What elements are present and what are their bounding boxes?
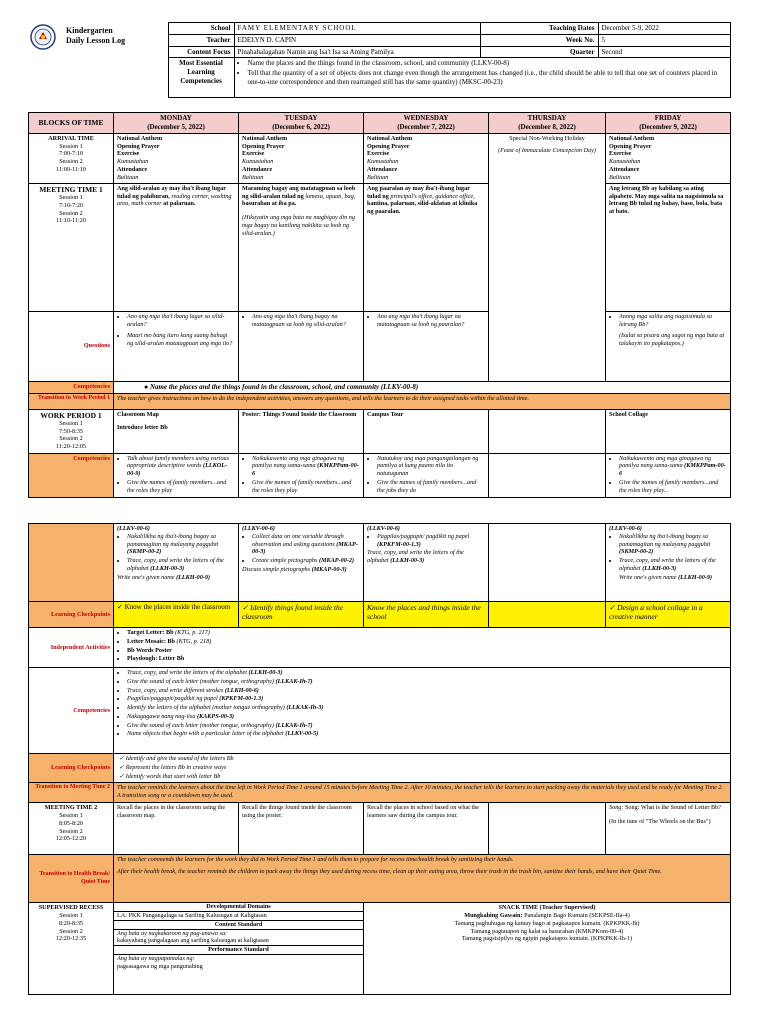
arrival-time-block: ARRIVAL TIME Session 1 7:00-7:10 Session 2 11:00-11:10 — [29, 133, 114, 183]
mt1-friday: Ang letrang Bb ay kabilang sa ating alpabeto. May mga salita na nagsisimula sa letrang Bb tulad ng bahay, baso, bola, bata at bato. — [606, 183, 731, 311]
wp1-comp-cont-label — [29, 524, 114, 602]
wp1-friday: School Collage — [606, 409, 731, 453]
teacher-value: EDELYN D. CAPIN — [234, 34, 480, 46]
arrival-monday: National Anthem Opening Prayer Exercise Kumustahan Attendance Balitaan — [114, 133, 239, 183]
transition-wp1-text: The teacher gives instructions on how to do the independent activities, answers any questions, and tells the learners to do their assigned tasks within the allotted time. — [114, 393, 731, 409]
quarter-label: Quarter — [480, 46, 598, 58]
checkpoints-2-label: Learning Checkpoints — [29, 754, 114, 783]
doc-title — [66, 26, 125, 47]
school-value: FAMY ELEMENTARY SCHOOL — [234, 23, 480, 35]
mt1-tuesday: Maraming bagay ang matatagpuan sa loob ng silid-aralan tulad ng lamesa, upuan, bag, basurahan at iba pa. (Hikayatin ang mga bata na magbigay din ng mga bagay na kanilang nakikita sa loob ng silid-aralan.) — [239, 183, 364, 311]
day-friday: FRIDAY (December 9, 2022) — [606, 113, 731, 134]
independent-label: Independent Activities — [29, 628, 114, 668]
teaching-dates-label: Teaching Dates — [480, 23, 598, 35]
melc-label: Most Essential Learning Competencies — [168, 58, 234, 98]
meeting-time-1-block: MEETING TIME 1 Session 1 7:10-7:20 Session 2 11:10-11:20 — [29, 183, 114, 311]
mt2-friday: Song: Song: What is the Sound of Letter Bb? (In the tune of "The Wheels on the Bus") — [606, 803, 731, 855]
wp1-comp-cont-wednesday: (LLKV-00-6) • Pagpilas/pagpupit/ pagdikit ng papel (KPKFM-00-1.3) Trace, copy, and write the letters of the alphabet (LLKH-00-3) — [364, 524, 489, 602]
week-value: 5 — [598, 34, 730, 46]
mt1-monday: Ang silid-aralan ay may iba't ibang lugar tulad ng pahiburan, reading corner, washing area, math corner at palaruan. — [114, 183, 239, 311]
questions-wednesday: • Ano ang mga iba't ibang lugar na matatagpuan sa loob ng paaralan? — [364, 311, 489, 381]
arrival-tuesday: National Anthem Opening Prayer Exercise Kumustahan Attendance Balitaan — [239, 133, 364, 183]
supervised-recess-block: SUPERVISED RECESS Session 1 8:20-8:35 Session 2 12:20-12:35 — [29, 903, 114, 995]
questions-label: Questions — [29, 311, 114, 381]
recess-snack-time: SNACK TIME (Teacher Supervised) Mungkahing Gawain: Panalangin Bago Kumain (SEKPSE-IIa-4) Tamang paghuhugas ng kamay bago at pagkatapos kumain. (KPKPKK-Ih) Tamang pagtatapon ng kalat sa basurahan (KMKPKom-00-4) Tamang pagsisipilyo ng ngipin pagkatapos kumain. (KPKPKK-Ih-1) — [364, 903, 731, 995]
arrival-friday: National Anthem Opening Prayer Exercise Kumustahan Attendance Balitaan — [606, 133, 731, 183]
checkpoint-wednesday: Know the places and things inside the school — [364, 602, 489, 628]
title-kindergarten: Kindergarten — [66, 26, 113, 35]
checkpoint-friday: ✓ Design a school collage in a creative manner — [606, 602, 731, 628]
ind-competencies-list: • Trace, copy, and write the letters of the alphabet (LLKH-00-3) • Give the sound of each letter (mother tongue, orthography) (LLKAK-Ih-7) • Trace, copy, and write different strokes (LLKH-00-6) • Pagpilas/paggupit/pagdikit ng papel (KPKFM-00-1.3) • Identify the letters of the alphabet (mother tongue orthography) (LLKAK-Ih-3) • Nakagagawa nang nag-iisa (KAKPS-00-3) • Give the sound of each letter (mother tongue, orthography) (LLKAK-Ih-7) • Name objects that begin with a particular letter of the alphabet (LLKV-00-5) — [114, 668, 731, 754]
page-1 — [28, 22, 730, 498]
arrival-wednesday: National Anthem Opening Prayer Exercise Kumustahan Attendance Balitaan — [364, 133, 489, 183]
teacher-label: Teacher — [168, 34, 234, 46]
melc-item: • Tell that the quantity of a set of objects does not change even though the arrangement has changed (i.e., the child should be able to tell that one set of counters placed in one-to-one correspondence and then rearranged still has the same quantity) (MKSC-00-23) — [248, 69, 727, 87]
independent-item: • Bb Words Poster — [127, 647, 727, 655]
mt1-wednesday: Ang paaralan ay may iba't-ibang lugar tulad ng principal's office, guidance office, kantina, palaruan, silid-aklatan at klinika ng paaralan. — [364, 183, 489, 311]
deped-seal-icon — [30, 24, 56, 50]
teaching-dates-value: December 5-9, 2022 — [598, 23, 730, 35]
checkpoint-tuesday: ✓ Identify things found inside the classroom — [239, 602, 364, 628]
day-thursday: THURSDAY (December 8, 2022) — [489, 113, 606, 134]
checkpoints-2-list: ✓ Identify and give the sound of the letters Bb ✓ Represent the letters Bb in creative ways ✓ Identify words that start with letter Bb — [114, 754, 731, 783]
schedule-table-1 — [28, 112, 731, 497]
transition-health-text: The teacher commends the learners for the work they did in Work Period Time 1 and tells them to prepare for recess time/health break by sanitizing their hands. After their health break, the teacher reminds the children to pack away the things they used during recess time, clean up their eating area, throw their trash in the trash bin, sanitize their hands, and have their Quiet Time. — [114, 855, 731, 903]
competencies-text: ● Name the places and the things found in the classroom, school, and community (LLKV-00-8) — [114, 381, 731, 393]
page-2 — [28, 523, 730, 995]
wp1-comp-thursday — [489, 453, 606, 497]
week-label: Week No. — [480, 34, 598, 46]
questions-friday: • Anong mga salita ang nagsisimula sa letrang Bb? (Isulat sa pisara ang sagot ng mga bata at talakayin ito pagkatapos.) — [606, 311, 731, 381]
school-label: School — [168, 23, 234, 35]
mt2-wednesday: Recall the places in school based on what the learners saw during the campus tour. — [364, 803, 489, 855]
day-wednesday: WEDNESDAY (December 7, 2022) — [364, 113, 489, 134]
blocks-of-time-header: BLOCKS OF TIME — [29, 113, 114, 134]
work-period-1-block: WORK PERIOD 1 Session 1 7:50-8:35 Session 2 11:20-12:05 — [29, 409, 114, 453]
wp1-thursday — [489, 409, 606, 453]
mt2-tuesday: Recall the things found inside the classroom using the poster. — [239, 803, 364, 855]
independent-item: • Letter Mosaic: Bb (KTG, p. 218) — [127, 638, 727, 646]
checkpoints-1-label: Learning Checkpoints — [29, 602, 114, 628]
wp1-comp-friday: • Naikukuwento ang mga ginagawa ng pamilya nang sama-sama (KMKPPam-00-6 • Give the names of family members...and the roles they play... — [606, 453, 731, 497]
mt2-monday: Recall the places in the classroom using the classroom map. — [114, 803, 239, 855]
wp1-wednesday: Campus Tour — [364, 409, 489, 453]
ind-competencies-label: Competencies — [29, 668, 114, 754]
wp1-competencies-label: Competencies — [29, 453, 114, 497]
transition-mt2-label: Transition to Meeting Time 2 — [29, 783, 114, 803]
transition-wp1-label: Transition to Work Period 1 — [29, 393, 114, 409]
meeting-time-2-block: MEETING TIME 2 Session 1 8:05-8:20 Session 2 12:05-12:20 — [29, 803, 114, 855]
recess-domains: Developmental Domains LA: PKK Pangangalaga sa Sariling Kalusugan at Kaligtasan Content Standard Ang bata ay nagkakaroon ng pag-unawa sa: kakayahang pangalagaan ang sariling kalusugan at kaligtasan Performance Standard Ang bata ay nagpapamalas ng: pagsasagawa ng mga pangunahing — [114, 903, 364, 995]
transition-health-label: Transition to Health Break/ Quiet Time — [29, 855, 114, 903]
quarter-value: Second — [598, 46, 730, 58]
schedule-table-2 — [28, 523, 731, 995]
arrival-thursday: Special Non-Working Holiday (Feast of Immaculate Concepcion Day) — [489, 133, 606, 381]
wp1-monday: Classroom Map Introduce letter Bb — [114, 409, 239, 453]
questions-tuesday: • Ano ang mga iba't ibang bagay na matatagpuan sa loob ng silid-aralan? — [239, 311, 364, 381]
mt2-thursday — [489, 803, 606, 855]
checkpoint-monday: ✓ Know the places inside the classroom — [114, 602, 239, 628]
title-dll: Daily Lesson Log — [66, 36, 126, 46]
day-monday: MONDAY (December 5, 2022) — [114, 113, 239, 134]
melc-item: • Name the places and the things found in the classroom, school, and community (LLKV-00-8) — [248, 59, 727, 68]
melc-list — [234, 58, 730, 98]
wp1-comp-cont-thursday — [489, 524, 606, 602]
wp1-comp-tuesday: • Naikukuwento ang mga ginagawa ng pamilya nang sama-sama (KMKPPam-00-6 • Give the names of family members...and the roles they play — [239, 453, 364, 497]
independent-item: • Playdough: Letter Bb — [127, 655, 727, 663]
wp1-comp-cont-monday: (LLKV-00-6) • Nakalilikha ng iba't-ibang bagay sa pamamagitan ng malayang pagguhit (SKMP-00-2) • Trace, copy, and write the letters of the alphabet (LLKH-00-3) Write one's given name (LLKH-00-9) — [114, 524, 239, 602]
wp1-comp-monday: • Talk about family members using various appropriate descriptive words (LLKOL-00-9) • Give the names of family members...and the roles they play — [114, 453, 239, 497]
wp1-comp-wednesday: • Natutukoy ang mga pangangailangan ng pamilya at kung paano nila ito natutugunan • Give the names of family members...and the jobs they do — [364, 453, 489, 497]
header-table — [28, 22, 731, 98]
content-focus-label: Content Focus — [168, 46, 234, 58]
wp1-tuesday: Poster: Things Found Inside the Classroom — [239, 409, 364, 453]
content-focus-value: Pinahahalagahan Namin ang Isa't Isa sa Aming Pamilya — [234, 46, 480, 58]
independent-list — [114, 628, 731, 668]
wp1-comp-cont-friday: (LLKV-00-6) • Nakalilikha ng iba't-ibang bagay sa pamamagitan ng malayang pagguhit (SKMP-00-2) • Trace, copy, and write the letters of the alphabet (LLKH-00-3) Write one's given name (LLKH-00-9) — [606, 524, 731, 602]
competencies-label: Competencies — [29, 381, 114, 393]
wp1-comp-cont-tuesday: (LLKV-00-6) • Collect data on one variable through observation and asking questions (MKAP-00-3) • Create simple pictographs (MKAP-00-2) Discuss simple pictographs (MKAP-00-3) — [239, 524, 364, 602]
independent-item: • Target Letter: Bb (KTG, p. 217) — [127, 629, 727, 637]
checkpoint-thursday — [489, 602, 606, 628]
transition-mt2-text: The teacher reminds the learners about the time left in Work Period Time 1 around 15 minutes before Meeting Time 2. After 10 minutes, the teacher tells the learners to start packing away the materials they used and be ready for Meeting Time 2. A transition song or a countdown may be used. — [114, 783, 731, 803]
day-tuesday: TUESDAY (December 6, 2022) — [239, 113, 364, 134]
questions-monday: • Ano ang mga iba't ibang lugar sa silid-aralan? • Maari mo bang ituro kung saang bahagi ng silid-aralan matatagpuan ang mga ito? — [114, 311, 239, 381]
